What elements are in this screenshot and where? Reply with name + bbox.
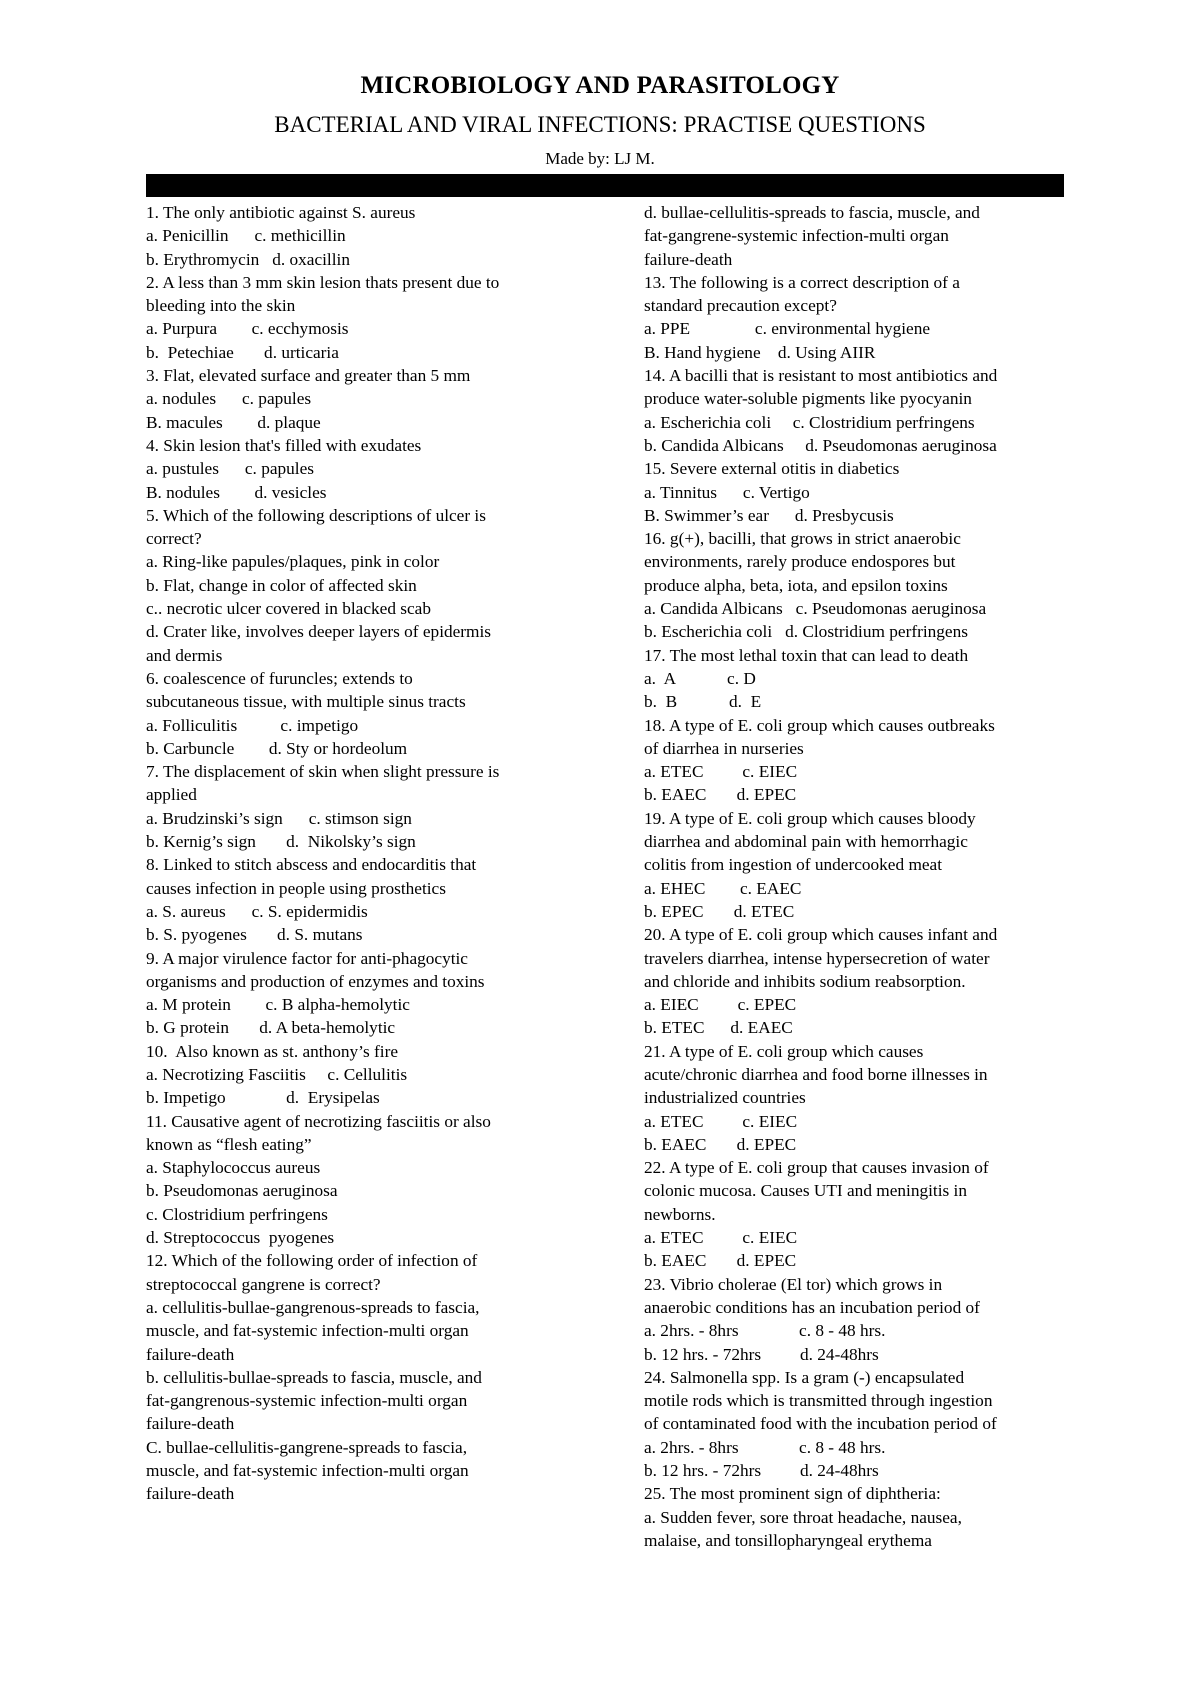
text-line: b. EAEC d. EPEC	[644, 1134, 797, 1154]
text-line: acute/chronic diarrhea and food borne illnesses in	[644, 1064, 988, 1084]
text-line: 25. The most prominent sign of diphtheria:	[644, 1484, 941, 1504]
text-line: a. Penicillin c. methicillin	[146, 226, 346, 246]
text-line: a. ETEC c. EIEC	[644, 1111, 798, 1131]
text-line: b. Impetigo d. Erysipelas	[146, 1088, 380, 1108]
text-line: b. G protein d. A beta-hemolytic	[146, 1018, 396, 1038]
text-line: B. nodules d. vesicles	[146, 482, 327, 502]
text-line: a. Purpura c. ecchymosis	[146, 319, 349, 339]
text-line: and chloride and inhibits sodium reabsorption.	[644, 971, 966, 991]
text-line: produce alpha, beta, iota, and epsilon toxins	[644, 575, 948, 595]
text-line: a. Tinnitus c. Vertigo	[644, 482, 810, 502]
text-line: 21. A type of E. coli group which causes	[644, 1041, 924, 1061]
text-line: a. 2hrs. - 8hrs c. 8 - 48 hrs.	[644, 1321, 886, 1341]
text-line: B. macules d. plaque	[146, 412, 321, 432]
text-line: 1. The only antibiotic against S. aureus	[146, 203, 416, 222]
text-line: d. Crater like, involves deeper layers of epidermis	[146, 622, 492, 642]
text-line: b. Petechiae d. urticaria	[146, 342, 339, 362]
text-line: failure-death	[146, 1344, 235, 1364]
text-line: 9. A major virulence factor for anti-phagocytic	[146, 948, 468, 968]
text-line: 22. A type of E. coli group that causes invasion of	[644, 1158, 989, 1178]
text-line: of diarrhea in nurseries	[644, 738, 804, 758]
author-line: Made by: LJ M.	[545, 149, 655, 168]
text-line: known as “flesh eating”	[146, 1134, 312, 1154]
text-line: a. M protein c. B alpha-hemolytic	[146, 995, 410, 1015]
left-question-column	[146, 201, 586, 1506]
text-line: b. Kernig’s sign d. Nikolsky’s sign	[146, 832, 416, 852]
text-line: a. Ring-like papules/plaques, pink in color	[146, 552, 440, 572]
text-line: d. bullae-cellulitis-spreads to fascia, muscle, and	[644, 203, 980, 222]
header-divider-bar	[146, 174, 1064, 197]
text-line: 16. g(+), bacilli, that grows in strict anaerobic	[644, 529, 961, 549]
text-line: industrialized countries	[644, 1088, 806, 1108]
text-line: b. Erythromycin d. oxacillin	[146, 249, 350, 269]
text-line: applied	[146, 785, 197, 805]
text-line: b. Escherichia coli d. Clostridium perfringens	[644, 622, 968, 642]
text-line: a. ETEC c. EIEC	[644, 1228, 798, 1248]
text-line: 4. Skin lesion that's filled with exudates	[146, 435, 422, 455]
text-line: causes infection in people using prosthetics	[146, 878, 446, 898]
text-line: correct?	[146, 529, 202, 549]
text-line: 11. Causative agent of necrotizing fasciitis or also	[146, 1111, 491, 1131]
text-line: fat-gangrene-systemic infection-multi organ	[644, 226, 949, 246]
text-line: bleeding into the skin	[146, 296, 296, 316]
text-line: a. EIEC c. EPEC	[644, 995, 797, 1015]
text-line: standard precaution except?	[644, 296, 837, 316]
text-line: B. Hand hygiene d. Using AIIR	[644, 342, 876, 362]
text-line: 6. coalescence of furuncles; extends to	[146, 668, 413, 688]
text-line: a. 2hrs. - 8hrs c. 8 - 48 hrs.	[644, 1437, 886, 1457]
text-line: c. Clostridium perfringens	[146, 1204, 328, 1224]
text-line: b. 12 hrs. - 72hrs d. 24-48hrs	[644, 1461, 879, 1481]
text-line: 2. A less than 3 mm skin lesion thats present due to	[146, 272, 500, 292]
text-line: environments, rarely produce endospores but	[644, 552, 956, 572]
text-line: b. Carbuncle d. Sty or hordeolum	[146, 738, 408, 758]
text-line: a. PPE c. environmental hygiene	[644, 319, 931, 339]
text-line: anaerobic conditions has an incubation period of	[644, 1297, 980, 1317]
text-line: 13. The following is a correct description of a	[644, 272, 960, 292]
text-line: a. A c. D	[644, 668, 756, 688]
text-line: 15. Severe external otitis in diabetics	[644, 459, 900, 479]
document-subtitle: BACTERIAL AND VIRAL INFECTIONS: PRACTISE QUESTIONS	[274, 112, 926, 137]
text-line: 20. A type of E. coli group which causes infant and	[644, 925, 998, 945]
text-line: failure-death	[644, 249, 733, 269]
text-line: 10. Also known as st. anthony’s fire	[146, 1041, 399, 1061]
text-line: 5. Which of the following descriptions of ulcer is	[146, 505, 486, 525]
document-title: MICROBIOLOGY AND PARASITOLOGY	[360, 72, 840, 99]
text-line: failure-death	[146, 1414, 235, 1434]
text-line: b. cellulitis-bullae-spreads to fascia, muscle, and	[146, 1367, 482, 1387]
text-line: 12. Which of the following order of infection of	[146, 1251, 478, 1271]
text-line: motile rods which is transmitted through ingestion	[644, 1391, 993, 1411]
text-line: a. Necrotizing Fasciitis c. Cellulitis	[146, 1064, 408, 1084]
text-line: B. Swimmer’s ear d. Presbycusis	[644, 505, 894, 525]
text-line: b. EAEC d. EPEC	[644, 1251, 797, 1271]
text-line: c.. necrotic ulcer covered in blacked scab	[146, 599, 431, 619]
text-line: 3. Flat, elevated surface and greater than 5 mm	[146, 366, 471, 386]
text-line: b. EPEC d. ETEC	[644, 901, 795, 921]
text-line: b. Flat, change in color of affected skin	[146, 575, 417, 595]
text-line: b. B d. E	[644, 692, 762, 712]
text-line: b. 12 hrs. - 72hrs d. 24-48hrs	[644, 1344, 879, 1364]
text-line: organisms and production of enzymes and toxins	[146, 971, 485, 991]
text-line: b. ETEC d. EAEC	[644, 1018, 793, 1038]
text-line: a. Escherichia coli c. Clostridium perfringens	[644, 412, 975, 432]
text-line: and dermis	[146, 645, 223, 665]
text-line: d. Streptococcus pyogenes	[146, 1228, 335, 1248]
text-line: muscle, and fat-systemic infection-multi organ	[146, 1321, 469, 1341]
text-line: a. Staphylococcus aureus	[146, 1158, 321, 1178]
text-line: a. Sudden fever, sore throat headache, nausea,	[644, 1507, 962, 1527]
right-question-column	[644, 201, 1074, 1552]
text-line: colitis from ingestion of undercooked meat	[644, 855, 943, 875]
text-line: b. Candida Albicans d. Pseudomonas aeruginosa	[644, 435, 997, 455]
text-line: malaise, and tonsillopharyngeal erythema	[644, 1530, 932, 1550]
text-line: fat-gangrenous-systemic infection-multi organ	[146, 1391, 468, 1411]
text-line: 23. Vibrio cholerae (El tor) which grows in	[644, 1274, 943, 1294]
text-line: b. EAEC d. EPEC	[644, 785, 797, 805]
text-line: failure-death	[146, 1484, 235, 1504]
text-line: 14. A bacilli that is resistant to most antibiotics and	[644, 366, 998, 386]
text-line: 7. The displacement of skin when slight pressure is	[146, 762, 500, 782]
text-line: subcutaneous tissue, with multiple sinus tracts	[146, 692, 466, 712]
text-line: a. Candida Albicans c. Pseudomonas aeruginosa	[644, 599, 987, 619]
text-line: colonic mucosa. Causes UTI and meningitis in	[644, 1181, 968, 1201]
text-line: C. bullae-cellulitis-gangrene-spreads to fascia,	[146, 1437, 468, 1457]
text-line: of contaminated food with the incubation period of	[644, 1414, 997, 1434]
text-line: a. S. aureus c. S. epidermidis	[146, 901, 368, 921]
text-line: a. Brudzinski’s sign c. stimson sign	[146, 808, 412, 828]
text-line: produce water-soluble pigments like pyocyanin	[644, 389, 972, 409]
text-line: a. cellulitis-bullae-gangrenous-spreads to fascia,	[146, 1297, 480, 1317]
text-line: travelers diarrhea, intense hypersecretion of water	[644, 948, 990, 968]
text-line: muscle, and fat-systemic infection-multi organ	[146, 1461, 469, 1481]
text-line: streptococcal gangrene is correct?	[146, 1274, 381, 1294]
text-line: 19. A type of E. coli group which causes bloody	[644, 808, 976, 828]
text-line: 24. Salmonella spp. Is a gram (-) encapsulated	[644, 1367, 965, 1387]
text-line: a. EHEC c. EAEC	[644, 878, 802, 898]
text-line: a. nodules c. papules	[146, 389, 312, 409]
text-line: a. ETEC c. EIEC	[644, 762, 798, 782]
text-line: b. Pseudomonas aeruginosa	[146, 1181, 338, 1201]
text-line: 18. A type of E. coli group which causes outbreaks	[644, 715, 995, 735]
text-line: newborns.	[644, 1204, 716, 1224]
text-line: a. pustules c. papules	[146, 459, 314, 479]
text-line: diarrhea and abdominal pain with hemorrhagic	[644, 832, 968, 852]
text-line: b. S. pyogenes d. S. mutans	[146, 925, 363, 945]
text-line: a. Folliculitis c. impetigo	[146, 715, 359, 735]
text-line: 17. The most lethal toxin that can lead to death	[644, 645, 969, 665]
text-line: 8. Linked to stitch abscess and endocarditis that	[146, 855, 477, 875]
